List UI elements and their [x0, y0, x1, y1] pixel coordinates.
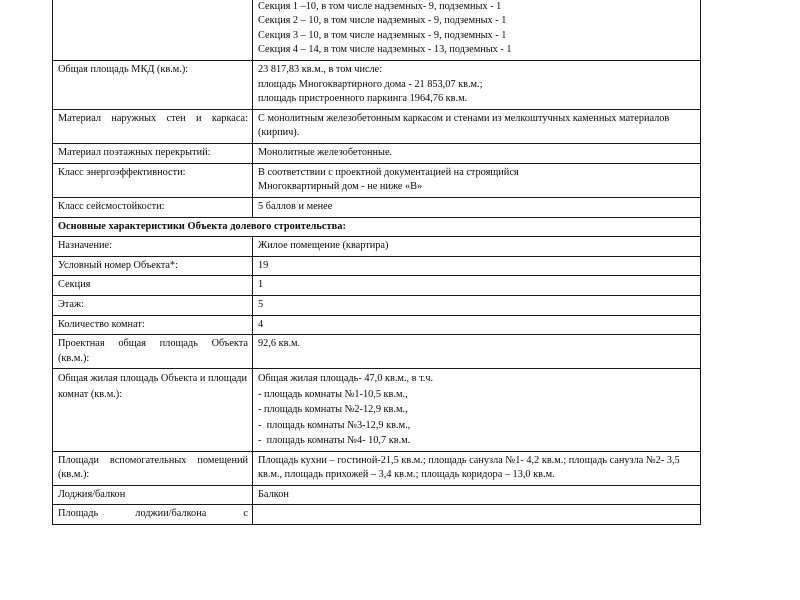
- row-value-cell: [253, 369, 701, 451]
- row-value-cell: [253, 61, 701, 110]
- row-label-cell: [53, 61, 253, 110]
- row-value-cell: [253, 485, 701, 505]
- row-label-cell: [53, 505, 253, 525]
- value-line: - площадь комнаты №2-12,9 кв.м.,: [258, 404, 408, 416]
- value-line: - площадь комнаты №3-12,9 кв.м.,: [258, 419, 411, 431]
- row-label-cell: [53, 276, 253, 296]
- value-line: Жилое помещение (квартира): [258, 240, 389, 252]
- row-label-cell: [53, 451, 253, 485]
- table-row: [53, 109, 701, 143]
- table-body: [53, 0, 701, 525]
- row-label: Класс энергоэффективности:: [58, 166, 186, 178]
- table-row: [53, 144, 701, 164]
- table-row: [53, 61, 701, 110]
- row-label-cell: [53, 197, 253, 217]
- row-label: Материал поэтажных перекрытий:: [58, 147, 211, 159]
- value-line: Многоквартирный дом - не ниже «В»: [258, 181, 423, 193]
- table-row: [53, 295, 701, 315]
- section-header-label: Основные характеристики Объекта долевого строительства:: [58, 220, 346, 232]
- row-value-cell: [253, 335, 701, 369]
- value-line: Общая жилая площадь- 47,0 кв.м., в т.ч.: [258, 373, 434, 385]
- row-value-cell: [253, 451, 701, 485]
- row-value-cell: [253, 505, 701, 525]
- row-value-cell: [253, 144, 701, 164]
- row-value-cell: [253, 0, 701, 61]
- row-value-cell: [253, 256, 701, 276]
- table-row: [53, 315, 701, 335]
- row-label-cell: [53, 335, 253, 369]
- value-line: Секция 4 – 14, в том числе надземных - 13, подземных - 1: [258, 44, 512, 56]
- row-value-cell: [253, 315, 701, 335]
- value-line: площадь Многоквартирного дома - 21 853,07 кв.м.;: [258, 78, 483, 90]
- row-label-cell: [53, 163, 253, 197]
- row-label-cell: [53, 256, 253, 276]
- value-line: Секция 1 –10, в том числе надземных- 9, подземных - 1: [258, 0, 502, 12]
- value-line: - площадь комнаты №1-10,5 кв.м.,: [258, 388, 408, 400]
- value-line: - площадь комнаты №4- 10,7 кв.м.: [258, 435, 411, 447]
- table-row: [53, 256, 701, 276]
- row-value-cell: [253, 109, 701, 143]
- row-label: Материал наружных стен и каркаса:: [58, 112, 248, 124]
- table-row: [53, 163, 701, 197]
- row-value-cell: [253, 276, 701, 296]
- row-label: Этаж:: [58, 298, 84, 310]
- table-row: [53, 369, 701, 451]
- value-line: 92,6 кв.м.: [258, 338, 301, 350]
- row-label: Назначение:: [58, 240, 112, 252]
- value-line: В соответствии с проектной документацией на строящийся: [258, 166, 519, 178]
- row-label: Площадь лоджии/балкона с: [58, 508, 248, 520]
- row-label-cell: [53, 295, 253, 315]
- row-label: Площади вспомогательных помещений (кв.м.):: [58, 454, 248, 481]
- row-label: Общая жилая площадь Объекта и площади комнат (кв.м.):: [58, 373, 250, 400]
- row-label: Общая площадь МКД (кв.м.):: [58, 64, 189, 76]
- value-line: 4: [258, 318, 264, 330]
- table-row: [53, 237, 701, 257]
- table-section-header-row: [53, 217, 701, 237]
- table-row: [53, 276, 701, 296]
- value-line: Секция 2 – 10, в том числе надземных - 9, подземных - 1: [258, 15, 507, 27]
- value-line: Секция 3 – 10, в том числе надземных - 9, подземных - 1: [258, 29, 507, 41]
- row-value-cell: [253, 295, 701, 315]
- value-line: Монолитные железобетонные.: [258, 147, 393, 159]
- row-label-cell: [53, 237, 253, 257]
- value-line: 19: [258, 259, 269, 271]
- row-label: Проектная общая площадь Объекта (кв.м.):: [58, 338, 248, 364]
- value-line: 5 баллов и менее: [258, 200, 333, 212]
- row-label: Лоджия/балкон: [58, 488, 126, 500]
- row-label-cell: [53, 109, 253, 143]
- value-line: Балкон: [258, 488, 289, 500]
- value-line: Площадь кухни – гостиной-21,5 кв.м.; площадь санузла №1- 4,2 кв.м.; площадь санузла №2- 3,5 кв.м., площадь прихожей – 3,4 кв.м.; площадь коридора – 13,0 кв.м.: [258, 454, 680, 481]
- table-row: [53, 197, 701, 217]
- row-label: Условный номер Объекта*:: [58, 259, 178, 271]
- row-value-cell: [253, 197, 701, 217]
- value-line: 5: [258, 298, 264, 310]
- value-line: С монолитным железобетонным каркасом и стенами из мелкоштучных каменных материалов (кирпич).: [258, 112, 670, 139]
- section-header-cell: [53, 217, 701, 237]
- value-line: 23 817,83 кв.м., в том числе:: [258, 64, 383, 76]
- row-label-cell: [53, 369, 253, 451]
- table-row: [53, 505, 701, 525]
- row-label: Количество комнат:: [58, 318, 145, 330]
- value-line: площадь пристроенного паркинга 1964,76 кв.м.: [258, 93, 468, 105]
- row-label-cell: [53, 0, 253, 61]
- table-row: [53, 451, 701, 485]
- row-label-cell: [53, 485, 253, 505]
- row-label-cell: [53, 144, 253, 164]
- table-row: [53, 485, 701, 505]
- object-characteristics-table: [52, 0, 701, 525]
- table-row: [53, 0, 701, 61]
- row-label: Класс сейсмостойкости:: [58, 200, 165, 212]
- table-row: [53, 335, 701, 369]
- row-label-cell: [53, 315, 253, 335]
- row-value-cell: [253, 237, 701, 257]
- row-label: Секция: [58, 279, 91, 291]
- value-line: 1: [258, 279, 264, 291]
- row-value-cell: [253, 163, 701, 197]
